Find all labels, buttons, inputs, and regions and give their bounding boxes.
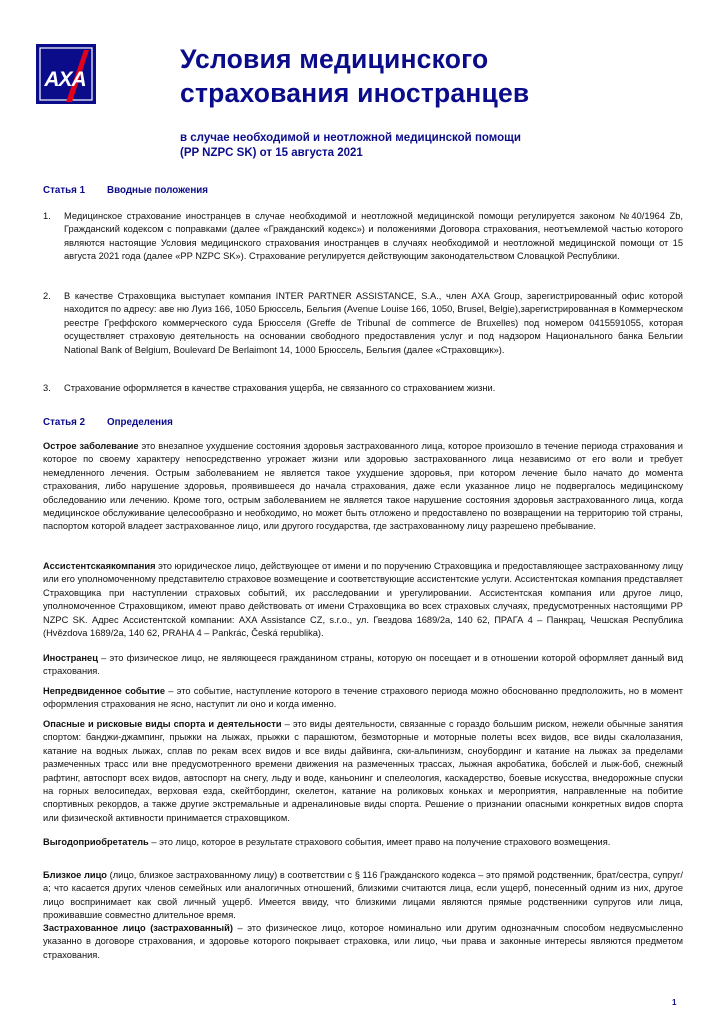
section-2-number: Статья 2 xyxy=(43,417,86,428)
title-line-2: страхования иностранцев xyxy=(180,78,530,108)
definition-text: – это виды деятельности, связанные с гораздо большим риском, нежели обычные занятия спортом: банджи-джампинг, прыжки на лыжах, прыжки с парашютом, безмоторные и моторные полеты всех видов, все виды скалолазания, катание на водных лыжах, сплав по рекам всех видов и все виды дайвинга, ски-альпинизм, сноубординг и катание на лыжах за пределами размеченных трасс или вне предусмотренного времени движения на размеченных трассах, лыжная акробатика, бобслей и лыж-боб, снежный рафтинг, автоспорт всех видов, автоспорт на снегу, льду и воде, каньонинг и спелеология, каскадерство, боевые искусства, внедорожные спуски на горных велосипедах, верховая езда, скейтбординг, скелетон, катание на роликовых коньках и мероприятия, направленные на побитие спортивных рекордов, а также другие экстремальные и адреналиновые виды спорта. Решение о признании опасными конкретных видов спорта или физической активности принимается страховщиком. xyxy=(43,719,683,823)
definition-item xyxy=(43,560,683,640)
logo-text: AXA xyxy=(44,68,86,91)
list-item-number: 1. xyxy=(43,211,51,221)
section-2-heading xyxy=(43,417,173,428)
definition-item xyxy=(43,440,683,534)
section-1-heading xyxy=(43,185,208,196)
definition-text: – это событие, наступление которого в течение страхового периода можно обоснованно предположить, но в момент оформления страхования не ясно, наступит ли оно и когда именно. xyxy=(43,686,683,710)
title-line-1: Условия медицинского xyxy=(180,44,489,74)
definition-item xyxy=(43,718,683,825)
definition-text: это внезапное ухудшение состояния здоровья застрахованного лица, которое произошло в течение периода страхования и которое по своему характеру непосредственно угрожает жизни или здоровью застрахованного лица независимо от его воли и требует немедленного лечения. Острым заболеванием не является такое ухудшение здоровья, при котором лечение было начато до момента страхования, либо нарушение здоровья, проявившееся до начала страхования, даже если указанное лицо не подвергалось медицинскому обследованию или лечению. Кроме того, острым заболеванием не является такое нарушение состояния здоровья застрахованного лица, когда медицинское обслуживание целесообразно и необходимо, но может быть отложено и предоставлено по возвращении на территорию той страны, паспортом которой владеет застрахованное лицо, или другого государства, где застрахованному лицу разрешено пребывание. xyxy=(43,441,683,532)
definition-term: Непредвиденное событие xyxy=(43,686,166,696)
definition-text: это юридическое лицо, действующее от имени и по поручению Страховщика и предоставляющее застрахованному лицу или его уполномоченному представителю страховое возмещение и соответствующие ассистентские услуги. Ассистентская компания представляет Страховщика при наступлении страховых событий, их расследовании и урегулировании. Ассистентская компания или другое лицо, уполномоченное Страховщиком, имеют право действовать от имени Страховщика во всех страховых случаях, предусмотренных настоящими PP NZPC SK. Адрес Ассистентской компании: AXA Assistance CZ, s.r.o., ул. Гвездова 1689/2a, 140 62, ПРАГА 4 – Панкрац, Чешская Республика (Hvězdova 1689/2a, 140 62, PRAHA 4 – Pankrác, Česká republika). xyxy=(43,561,684,639)
list-item xyxy=(43,382,683,395)
list-item xyxy=(43,290,683,357)
definition-text: – это физическое лицо, не являющееся гражданином страны, которую он посещает и в отношении которой оформляет данный вид страхования. xyxy=(43,653,683,677)
section-1-number: Статья 1 xyxy=(43,185,86,196)
list-item-text: В качестве Страховщика выступает компания INTER PARTNER ASSISTANCE, S.A., член AXA Group, зарегистрированный офис которой находится по адресу: аве ню Луиз 166, 1050 Брюссель, Бельгия (Avenue Louise 166, 1050, Brusel, Belgie),зарегистрированная в Коммерческом реестре Греффского коммерческого суда Брюсселя (Greffe de Tribunal de commerce de Bruxelles) под номером 0415591055, которая осуществляет страховую деятельность на основании свободного предоставления услуг и под надзором Национального банка Бельгии National Bank of Belgium, Boulevard De Berlaimont 14, 1000 Брюссель, Бельгия (далее «Страховщик»). xyxy=(64,291,683,355)
definition-term: Выгодоприобретатель xyxy=(43,837,149,847)
list-item-text: Страхование оформляется в качестве страхования ущерба, не связанного со страхованием жизни. xyxy=(64,383,496,393)
definition-term: Острое заболевание xyxy=(43,441,139,451)
definition-item xyxy=(43,869,683,923)
list-item-number: 3. xyxy=(43,383,51,393)
definition-item xyxy=(43,685,683,712)
list-item-number: 2. xyxy=(43,291,51,301)
section-1-title: Вводные положения xyxy=(107,185,209,196)
subtitle-line-1: в случае необходимой и неотложной медицинской помощи xyxy=(180,132,521,144)
subtitle-line-2: (PP NZPC SK) от 15 августа 2021 xyxy=(180,146,363,159)
definition-text: – это лицо, которое в результате страхового события, имеет право на получение страхового возмещения. xyxy=(148,837,611,847)
definition-item xyxy=(43,922,683,962)
list-item xyxy=(43,210,683,264)
definition-term: Близкое лицо xyxy=(43,870,107,880)
definition-term: Иностранец xyxy=(43,653,98,663)
definition-term: Опасные и рисковые виды спорта и деятельности xyxy=(43,719,282,729)
definition-term: Ассистентскаякомпания xyxy=(43,561,156,571)
document-subtitle xyxy=(180,131,680,160)
definition-term: Застрахованное лицо (застрахованный) xyxy=(43,923,233,933)
definition-text: – это физическое лицо, которое номинально или другим однозначным способом недвусмысленно указанно в договоре страхования, и здоровье которого покрывает страховка, или лицо, чьи права и законные интересы являются предметом страхования. xyxy=(43,923,683,960)
page-number: 1 xyxy=(672,998,677,1007)
axa-logo xyxy=(36,44,96,104)
section-2-title: Определения xyxy=(107,417,173,428)
definition-item xyxy=(43,836,683,849)
document-title xyxy=(180,42,680,110)
list-item-text: Медицинское страхование иностранцев в случае необходимой и неотложной медицинской помощи регулируется законом №40/1964 Zb, Гражданский кодексом с поправками (далее «Гражданский кодекс») и положениями Договора страхования, неотъемлемой частью которого являются настоящие Условия медицинского страхования иностранцев в случаях необходимой и неотложной медицинской помощи от 15 августа 2021 года (далее «PP NZPC SK»). Страхование регулируется действующим законодательством Словацкой Республики. xyxy=(64,211,683,262)
definition-item xyxy=(43,652,683,679)
definition-text: (лицо, близкое застрахованному лицу) в соответствии с § 116 Гражданского кодекса – это прямой родственник, брат/сестра, супруг/а; что касается других членов семейных или аналогичных отношений, близкими считаются лица, если ущерб, понесенный одним из них, другое лицо воспринимает как свой личный ущерб. Имеется ввиду, что близкими лицами являются прямые родственники супругов или лица, проживавшие совместно длительное время. xyxy=(43,870,683,921)
